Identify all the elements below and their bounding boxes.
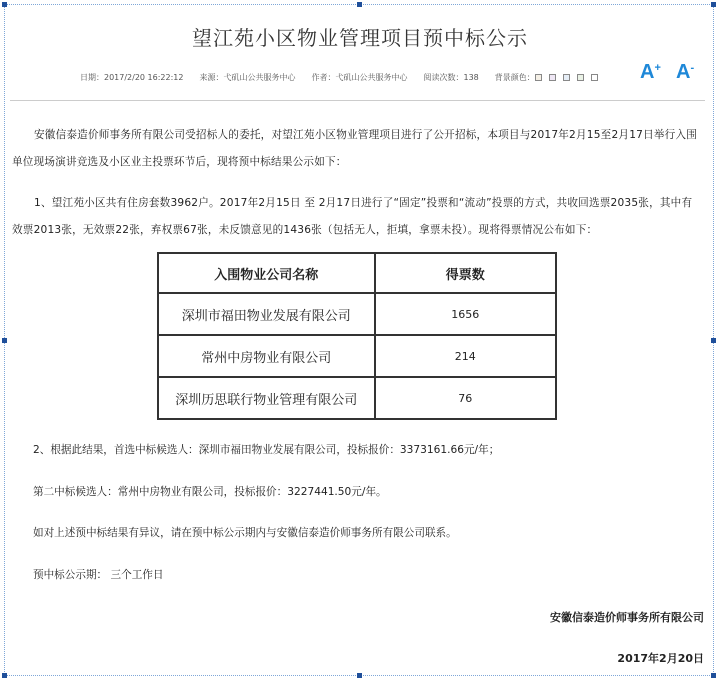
item1-paragraph: 1、望江苑小区共有住房套数3962户。2017年2月15日 至 2月17日进行了“固定”投票和“流动”投票的方式，共收回选票2035张，其中有效票2013张，无效票22张，弃权票67张，未反馈意见的1436张（包括无人，拒填，拿票未投）。现将得票情况公布如下：	[12, 197, 693, 236]
font-decrease-label: A	[676, 61, 691, 83]
publicity-period-line: 预中标公示期： 三个工作日	[33, 569, 164, 581]
header-votes: 得票数	[375, 253, 556, 293]
font-increase-label: A	[640, 61, 655, 83]
article-meta	[80, 70, 605, 84]
intro-paragraph: 安徽信泰造价师事务所有限公司受招标人的委托，对望江苑小区物业管理项目进行了公开招标，本项目与2017年2月15至2月17日举行入围单位现场演讲竞选及小区业主投票环节后，现将预中标结果公示如下：	[12, 129, 698, 168]
resize-handle[interactable]	[2, 2, 7, 7]
company-name: 深圳市福田物业发展有限公司	[158, 293, 375, 335]
bg-color-swatch[interactable]	[549, 74, 556, 81]
objection-line: 如对上述预中标结果有异议，请在预中标公示期内与安徽信泰造价师事务所有限公司联系。	[33, 527, 457, 539]
table-row	[158, 335, 556, 377]
resize-handle[interactable]	[711, 338, 716, 343]
minus-icon: -	[690, 62, 695, 74]
company-name: 深圳历思联行物业管理有限公司	[158, 377, 375, 419]
plus-icon: +	[654, 62, 661, 74]
divider	[10, 100, 705, 101]
page-title: 望江苑小区物业管理项目预中标公示	[192, 26, 528, 50]
item2-line: 2、根据此结果，首选中标候选人：深圳市福田物业发展有限公司，投标报价：3373161.66元/年；	[33, 444, 500, 456]
view-count: 阅读次数：138	[423, 72, 479, 82]
vote-count: 76	[375, 377, 556, 419]
sign-date: 2017年2月20日	[617, 652, 704, 665]
bg-color-swatch[interactable]	[591, 74, 598, 81]
font-increase-button[interactable]	[640, 60, 661, 84]
results-table	[157, 252, 557, 420]
vote-count: 214	[375, 335, 556, 377]
resize-handle[interactable]	[357, 673, 362, 678]
resize-handle[interactable]	[357, 2, 362, 7]
resize-handle[interactable]	[711, 2, 716, 7]
table-row	[158, 293, 556, 335]
bg-color-swatch[interactable]	[563, 74, 570, 81]
source: 来源：弋矶山公共服务中心	[199, 72, 296, 82]
company-name: 常州中房物业有限公司	[158, 335, 375, 377]
vote-count: 1656	[375, 293, 556, 335]
table-row	[158, 377, 556, 419]
resize-handle[interactable]	[2, 338, 7, 343]
bg-color-label: 背景颜色：	[494, 72, 535, 82]
bg-color-swatch[interactable]	[577, 74, 584, 81]
resize-handle[interactable]	[2, 673, 7, 678]
resize-handle[interactable]	[711, 673, 716, 678]
table-header-row	[158, 253, 556, 293]
signature: 安徽信泰造价师事务所有限公司	[550, 611, 704, 624]
font-decrease-button[interactable]	[676, 60, 694, 84]
bg-color-swatch[interactable]	[535, 74, 542, 81]
header-company: 入围物业公司名称	[158, 253, 375, 293]
second-candidate-line: 第二中标候选人：常州中房物业有限公司，投标报价：3227441.50元/年。	[33, 486, 387, 498]
publish-date: 日期：2017/2/20 16:22:12	[80, 72, 184, 82]
author: 作者：弋矶山公共服务中心	[311, 72, 408, 82]
